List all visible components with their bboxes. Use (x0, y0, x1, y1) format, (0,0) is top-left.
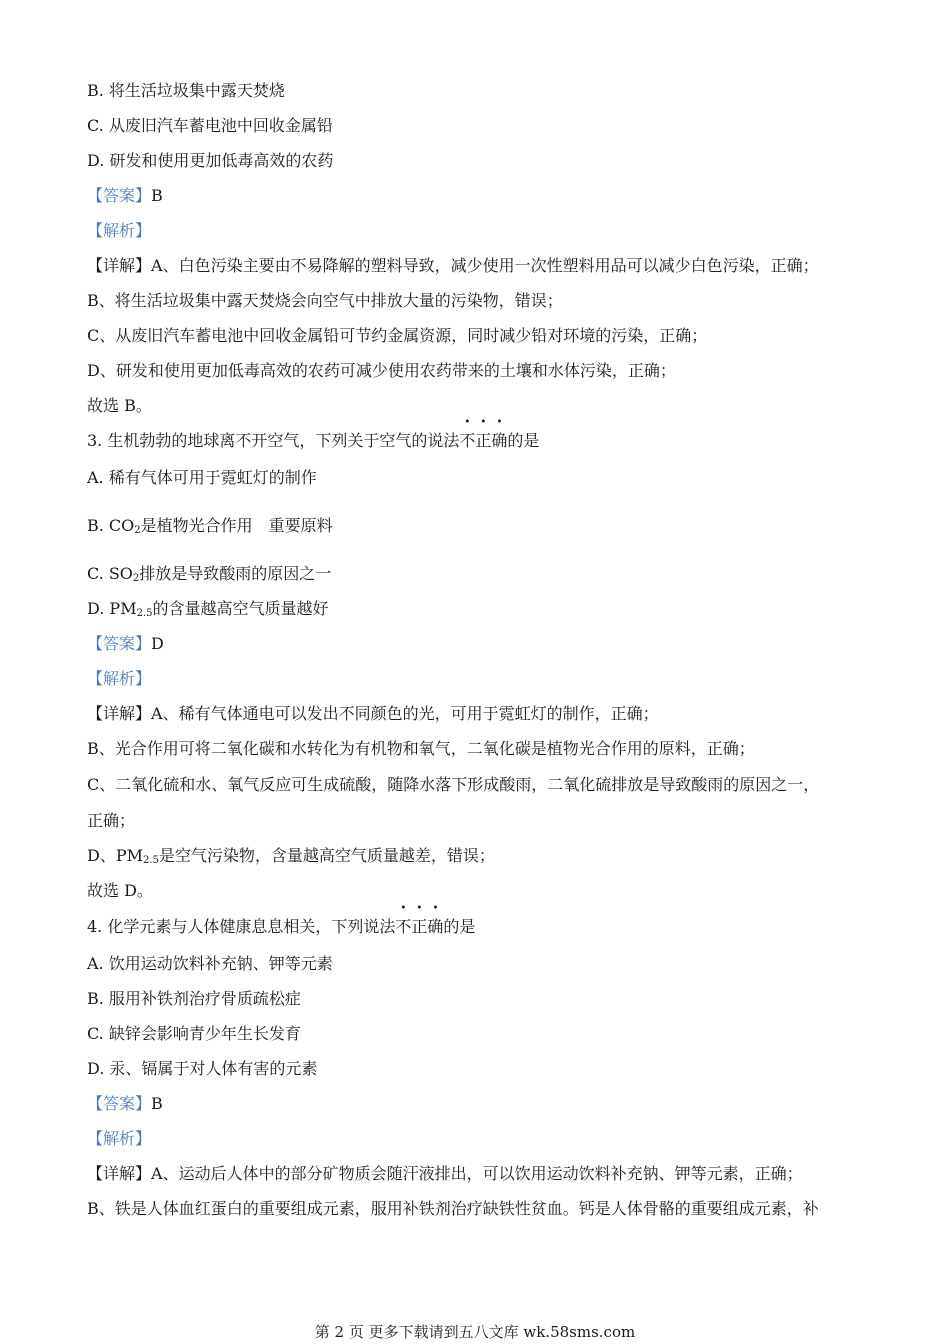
stem-text: 的是 (507, 431, 540, 450)
option-text: 的含量越高空气质量越好 (152, 599, 329, 618)
option-text: 排放是导致酸雨的原因之一 (139, 564, 332, 583)
detail-text: A、运动后人体中的部分矿物质会随汗液排出，可以饮用运动饮料补充钠、钾等元素，正确； (151, 1164, 803, 1183)
q4-detail-b: B、铁是人体血红蛋白的重要组成元素，服用补铁剂治疗缺铁性贫血。钙是人体骨骼的重要组成元素，补 (87, 1199, 819, 1218)
q3-detail-c-line1: C、二氧化硫和水、氧气反应可生成硫酸，随降水落下形成酸雨，二氧化硫排放是导致酸雨的原因之一， (87, 775, 820, 794)
emphasis-char: 不 (395, 917, 412, 936)
detail-tag: 【详解】 (87, 704, 152, 723)
stem-text: 的是 (443, 917, 476, 936)
stem-text: 3. 生机勃勃的地球离不开空气，下列关于空气的说法 (87, 431, 460, 450)
q3-option-b (87, 515, 890, 542)
stem-text: 4. 化学元素与人体健康息息相关，下列说法 (87, 917, 396, 936)
q2-option-c: C. 从废旧汽车蓄电池中回收金属铅 (87, 116, 333, 135)
q2-detail-c: C、从废旧汽车蓄电池中回收金属铅可节约金属资源，同时减少铅对环境的污染，正确； (87, 326, 708, 345)
option-text: D. PM (87, 599, 137, 618)
q2-option-d: D. 研发和使用更加低毒高效的农药 (87, 151, 334, 170)
q4-stem (87, 916, 890, 938)
q2-detail-d: D、研发和使用更加低毒高效的农药可减少使用农药带来的土壤和水体污染，正确； (87, 361, 676, 380)
detail-text: A、白色污染主要由不易降解的塑料导致，减少使用一次性塑料用品可以减少白色污染，正确； (151, 256, 819, 275)
subscript: 2.5 (142, 855, 159, 866)
subscript: 2 (132, 573, 140, 584)
q4-analysis-tag: 【解析】 (87, 1129, 152, 1148)
q4-detail-a (87, 1163, 890, 1185)
q3-analysis-tag: 【解析】 (87, 669, 152, 688)
q2-conclusion: 故选 B。 (87, 396, 152, 415)
q3-stem (87, 430, 890, 452)
emphasis-char: 正 (475, 431, 492, 450)
page-footer: 第 2 页 更多下载请到五八文库 wk.58sms.com (314, 1323, 636, 1341)
q2-option-b: B. 将生活垃圾集中露天焚烧 (87, 81, 285, 100)
q4-answer (87, 1093, 890, 1115)
answer-tag: 【答案】 (87, 634, 152, 653)
option-text: B. CO (87, 516, 135, 535)
q3-detail-c-line2: 正确； (87, 811, 136, 830)
subscript: 2.5 (136, 608, 153, 619)
emphasis-char: 确 (427, 917, 444, 936)
detail-text: 是空气污染物，含量越高空气质量越差，错误； (158, 846, 495, 865)
q3-detail-d (87, 845, 890, 872)
detail-text: A、稀有气体通电可以发出不同颜色的光，可用于霓虹灯的制作，正确； (151, 704, 659, 723)
q2-detail-b: B、将生活垃圾集中露天焚烧会向空气中排放大量的污染物，错误； (87, 291, 563, 310)
emphasis-char: 确 (491, 431, 508, 450)
q2-detail-a (87, 255, 890, 277)
answer-value: B (151, 1094, 163, 1113)
q3-option-c (87, 563, 890, 590)
q3-detail-a (87, 703, 890, 725)
emphasis-char: 不 (459, 431, 476, 450)
answer-tag: 【答案】 (87, 186, 152, 205)
q3-option-d (87, 598, 890, 625)
q4-option-a: A. 饮用运动饮料补充钠、钾等元素 (87, 954, 333, 973)
q2-answer (87, 185, 890, 207)
answer-value: B (151, 186, 163, 205)
detail-text: D、PM (87, 846, 143, 865)
q4-option-d: D. 汞、镉属于对人体有害的元素 (87, 1059, 318, 1078)
q2-analysis-tag: 【解析】 (87, 221, 152, 240)
q3-conclusion: 故选 D。 (87, 881, 153, 900)
q3-detail-b: B、光合作用可将二氧化碳和水转化为有机物和氧气，二氧化碳是植物光合作用的原料，正确； (87, 739, 755, 758)
answer-value: D (151, 634, 164, 653)
q3-option-a: A. 稀有气体可用于霓虹灯的制作 (87, 468, 317, 487)
option-text: C. SO (87, 564, 133, 583)
subscript: 2 (134, 525, 141, 536)
q4-option-c: C. 缺锌会影响青少年生长发育 (87, 1024, 301, 1043)
emphasis-char: 正 (411, 917, 428, 936)
option-text: 是植物光合作用 重要原料 (140, 516, 333, 535)
q4-option-b: B. 服用补铁剂治疗骨质疏松症 (87, 989, 301, 1008)
detail-tag: 【详解】 (87, 1164, 152, 1183)
q3-answer (87, 633, 890, 655)
detail-tag: 【详解】 (87, 256, 152, 275)
answer-tag: 【答案】 (87, 1094, 152, 1113)
